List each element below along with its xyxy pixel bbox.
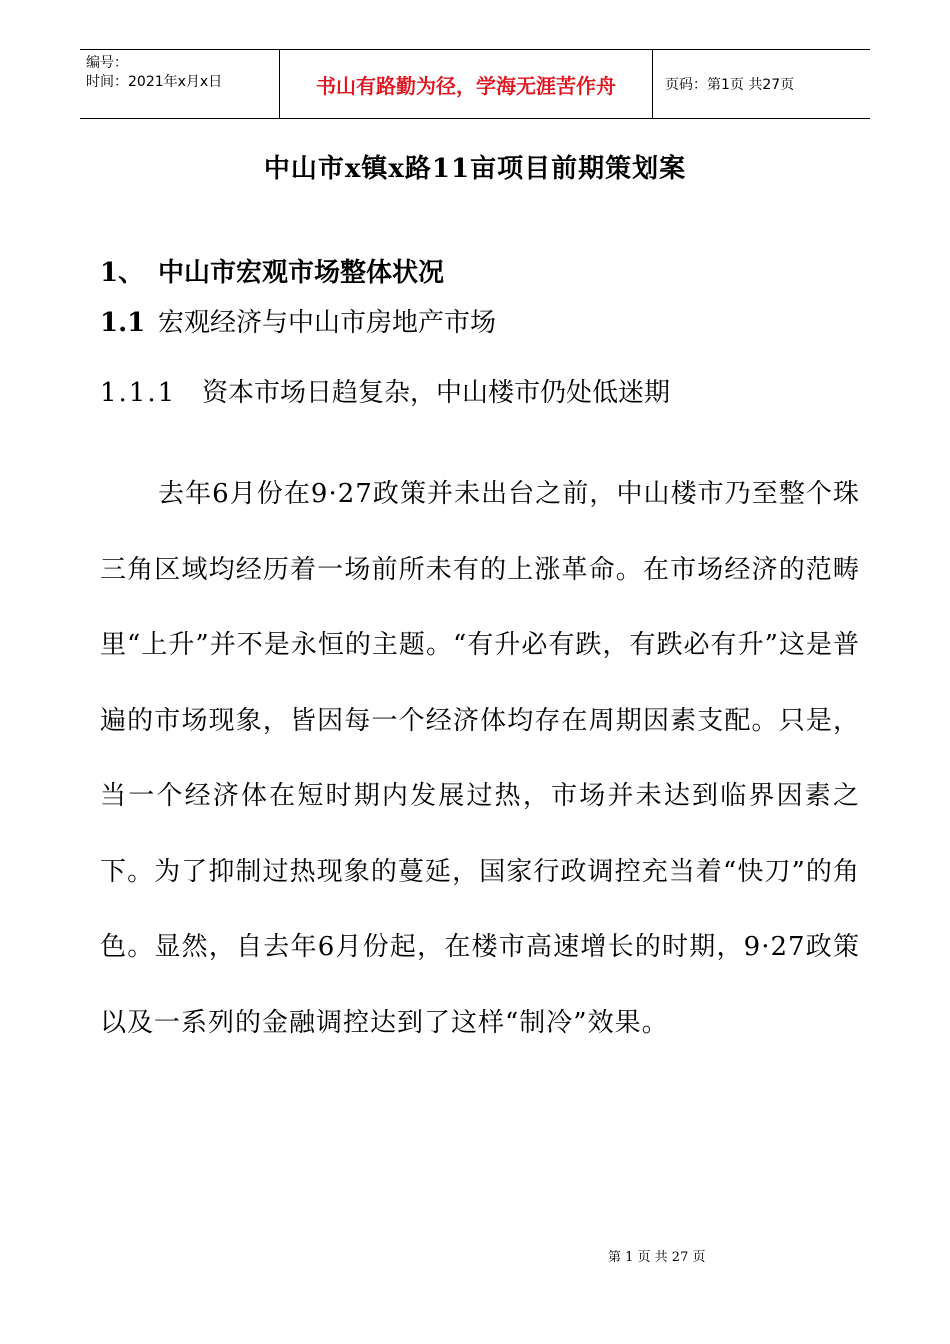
- body-paragraph: 去年6月份在9·27政策并未出台之前，中山楼市乃至整个珠三角区域均经历着一场前所未有的上涨革命。在市场经济的范畴里“上升”并不是永恒的主题。“有升必有跌，有跌必有升”这是普遍的市场现象，皆因每一个经济体均存在周期因素支配。只是，当一个经济体在短时期内发展过热，市场并未达到临界因素之下。为了抑制过热现象的蔓延，国家行政调控充当着“快刀”的角色。显然，自去年6月份起，在楼市高速增长的时期，9·27政策以及一系列的金融调控达到了这样“制冷”效果。: [100, 479, 860, 1038]
- section-heading-1-1: [100, 302, 496, 339]
- page-header: [80, 49, 870, 119]
- section-number: 1、: [100, 258, 145, 288]
- header-date: 时间：2021年x月x日: [86, 74, 223, 90]
- document-title: 中山市x镇x路11亩项目前期策划案: [263, 154, 687, 184]
- section-heading-1-1-1: [100, 372, 670, 409]
- header-motto: 书山有路勤为径，学海无涯苦作舟: [280, 50, 653, 118]
- section-title: 中山市宏观市场整体状况: [158, 258, 445, 288]
- header-page-info: 页码：第1页 共27页: [665, 77, 795, 93]
- section-title: 资本市场日趋复杂，中山楼市仍处低迷期: [202, 378, 671, 408]
- header-code-label: 编号：: [86, 55, 128, 71]
- section-title: 宏观经济与中山市房地产市场: [158, 308, 497, 338]
- section-number: 1.1: [100, 308, 146, 338]
- header-meta: [80, 50, 280, 118]
- section-number: 1.1.1: [100, 378, 177, 408]
- section-heading-1: [100, 252, 444, 289]
- page-footer: 第 1 页 共 27 页: [608, 1250, 706, 1265]
